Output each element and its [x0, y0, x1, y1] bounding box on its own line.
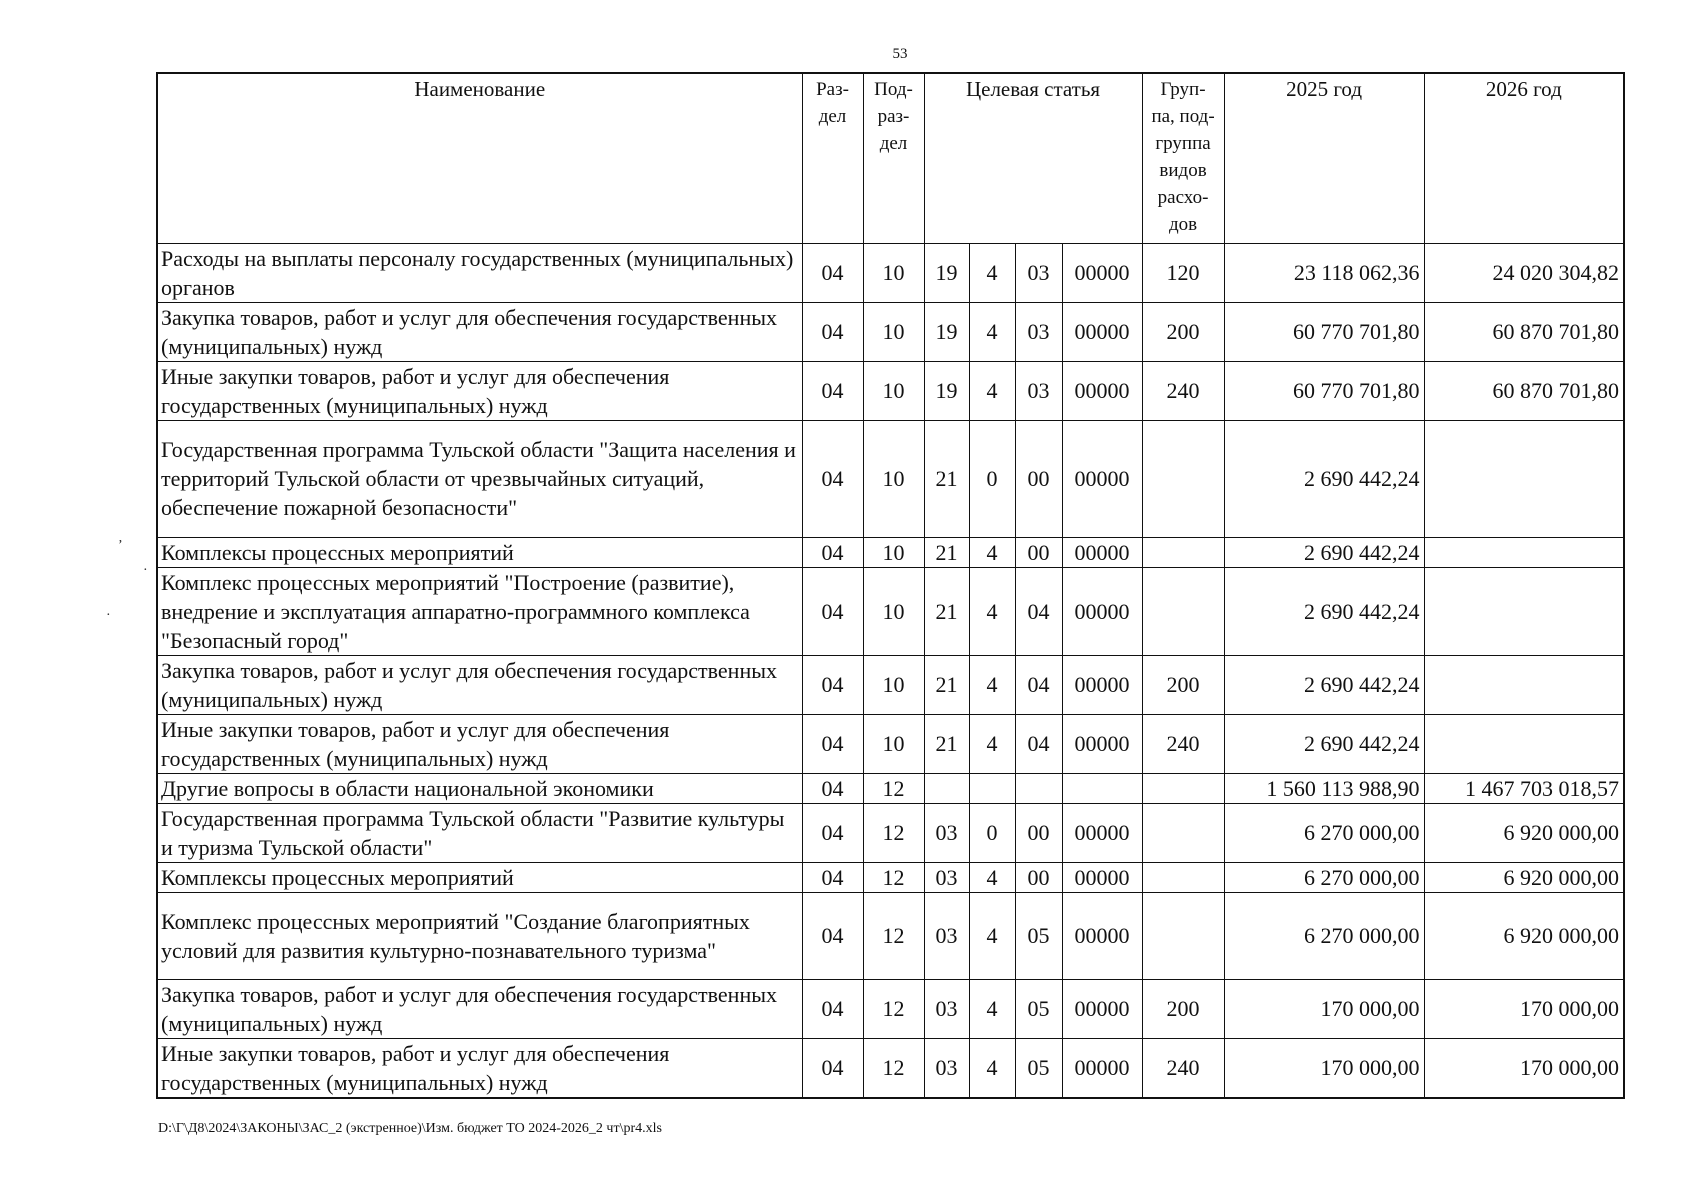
row-name: Комплексы процессных мероприятий: [157, 537, 802, 567]
row-target-event: 04: [1015, 655, 1062, 714]
row-target-program: 03: [924, 1038, 969, 1098]
row-target-event: 00: [1015, 862, 1062, 892]
row-section: 04: [802, 773, 863, 803]
row-target-program: 21: [924, 567, 969, 655]
row-subsection: 10: [863, 302, 924, 361]
row-section: 04: [802, 714, 863, 773]
row-expense-group: 200: [1142, 979, 1224, 1038]
row-target-direction: 00000: [1062, 714, 1142, 773]
row-expense-group: [1142, 773, 1224, 803]
budget-table: [156, 72, 1625, 1099]
row-target-direction: 00000: [1062, 979, 1142, 1038]
table-row: [157, 420, 1624, 537]
row-target-type: 4: [969, 361, 1015, 420]
row-subsection: 10: [863, 567, 924, 655]
row-section: 04: [802, 892, 863, 979]
row-section: 04: [802, 803, 863, 862]
row-amount-2026: 1 467 703 018,57: [1424, 773, 1624, 803]
row-target-type: 0: [969, 803, 1015, 862]
row-target-direction: 00000: [1062, 1038, 1142, 1098]
col-header-2026: 2026 год: [1424, 73, 1624, 243]
row-expense-group: [1142, 803, 1224, 862]
row-target-event: 00: [1015, 537, 1062, 567]
row-target-program: 21: [924, 714, 969, 773]
row-name: Расходы на выплаты персоналу государственных (муниципальных) органов: [157, 243, 802, 302]
row-target-program: 03: [924, 979, 969, 1038]
row-target-direction: [1062, 773, 1142, 803]
row-target-program: 19: [924, 302, 969, 361]
row-target-event: 05: [1015, 1038, 1062, 1098]
row-name: Закупка товаров, работ и услуг для обеспечения государственных (муниципальных) нужд: [157, 302, 802, 361]
row-amount-2026: 6 920 000,00: [1424, 862, 1624, 892]
row-name: Государственная программа Тульской области "Развитие культуры и туризма Тульской области": [157, 803, 802, 862]
row-amount-2026: 6 920 000,00: [1424, 892, 1624, 979]
row-target-program: [924, 773, 969, 803]
row-target-event: 05: [1015, 892, 1062, 979]
row-target-event: 00: [1015, 420, 1062, 537]
col-header-target-article: Целевая статья: [924, 73, 1142, 243]
col-header-section: Раз- дел: [802, 73, 863, 243]
col-header-2025: 2025 год: [1224, 73, 1424, 243]
row-amount-2026: 6 920 000,00: [1424, 803, 1624, 862]
row-target-type: [969, 773, 1015, 803]
row-target-type: 0: [969, 420, 1015, 537]
row-section: 04: [802, 862, 863, 892]
row-expense-group: [1142, 892, 1224, 979]
row-target-program: 03: [924, 803, 969, 862]
row-subsection: 12: [863, 979, 924, 1038]
row-expense-group: [1142, 862, 1224, 892]
row-amount-2025: 6 270 000,00: [1224, 862, 1424, 892]
row-name: Иные закупки товаров, работ и услуг для обеспечения государственных (муниципальных) нужд: [157, 714, 802, 773]
table-row: [157, 1038, 1624, 1098]
row-target-type: 4: [969, 979, 1015, 1038]
row-subsection: 12: [863, 1038, 924, 1098]
row-target-program: 21: [924, 655, 969, 714]
row-amount-2025: 60 770 701,80: [1224, 361, 1424, 420]
row-amount-2025: 170 000,00: [1224, 1038, 1424, 1098]
table-header-row: [157, 73, 1624, 243]
row-section: 04: [802, 537, 863, 567]
row-amount-2025: 2 690 442,24: [1224, 714, 1424, 773]
row-amount-2026: 170 000,00: [1424, 979, 1624, 1038]
scan-mark: ʼ: [118, 538, 123, 553]
scan-mark: ·: [143, 563, 148, 578]
row-subsection: 10: [863, 714, 924, 773]
row-amount-2026: [1424, 714, 1624, 773]
row-target-program: 03: [924, 892, 969, 979]
row-expense-group: [1142, 420, 1224, 537]
row-amount-2026: [1424, 655, 1624, 714]
row-section: 04: [802, 655, 863, 714]
row-target-type: 4: [969, 714, 1015, 773]
row-name: Закупка товаров, работ и услуг для обеспечения государственных (муниципальных) нужд: [157, 979, 802, 1038]
row-target-type: 4: [969, 537, 1015, 567]
row-name: Комплекс процессных мероприятий "Создание благоприятных условий для развития культурно-познавательного туризма": [157, 892, 802, 979]
row-target-program: 19: [924, 361, 969, 420]
row-target-type: 4: [969, 243, 1015, 302]
row-target-event: 03: [1015, 243, 1062, 302]
row-subsection: 10: [863, 243, 924, 302]
row-amount-2025: 6 270 000,00: [1224, 892, 1424, 979]
row-expense-group: 240: [1142, 714, 1224, 773]
row-target-direction: 00000: [1062, 892, 1142, 979]
row-target-direction: 00000: [1062, 537, 1142, 567]
row-target-direction: 00000: [1062, 567, 1142, 655]
row-amount-2025: 2 690 442,24: [1224, 537, 1424, 567]
row-amount-2025: 1 560 113 988,90: [1224, 773, 1424, 803]
row-target-event: 05: [1015, 979, 1062, 1038]
row-amount-2025: 6 270 000,00: [1224, 803, 1424, 862]
row-section: 04: [802, 302, 863, 361]
table-row: [157, 892, 1624, 979]
row-target-event: 03: [1015, 302, 1062, 361]
row-target-event: 04: [1015, 567, 1062, 655]
row-name: Государственная программа Тульской области "Защита населения и территорий Тульской области от чрезвычайных ситуаций, обеспечение пожарной безопасности": [157, 420, 802, 537]
row-subsection: 10: [863, 655, 924, 714]
table-row: [157, 302, 1624, 361]
row-target-type: 4: [969, 1038, 1015, 1098]
row-subsection: 10: [863, 537, 924, 567]
table-row: [157, 714, 1624, 773]
row-target-event: [1015, 773, 1062, 803]
row-target-type: 4: [969, 567, 1015, 655]
row-target-type: 4: [969, 862, 1015, 892]
table-row: [157, 773, 1624, 803]
table-row: [157, 862, 1624, 892]
row-target-direction: 00000: [1062, 862, 1142, 892]
row-target-direction: 00000: [1062, 420, 1142, 537]
table-row: [157, 361, 1624, 420]
row-amount-2025: 2 690 442,24: [1224, 567, 1424, 655]
row-name: Комплекс процессных мероприятий "Построение (развитие), внедрение и эксплуатация аппаратно-программного комплекса "Безопасный город": [157, 567, 802, 655]
row-target-program: 03: [924, 862, 969, 892]
row-section: 04: [802, 361, 863, 420]
table-row: [157, 537, 1624, 567]
row-amount-2025: 170 000,00: [1224, 979, 1424, 1038]
file-path-footer: D:\Г\Д8\2024\ЗАКОНЫ\ЗАС_2 (экстренное)\Изм. бюджет ТО 2024-2026_2 чт\pr4.xls: [158, 1121, 662, 1136]
row-name: Закупка товаров, работ и услуг для обеспечения государственных (муниципальных) нужд: [157, 655, 802, 714]
row-section: 04: [802, 243, 863, 302]
row-subsection: 10: [863, 420, 924, 537]
row-section: 04: [802, 1038, 863, 1098]
row-target-direction: 00000: [1062, 302, 1142, 361]
table-row: [157, 567, 1624, 655]
row-expense-group: 200: [1142, 302, 1224, 361]
row-expense-group: 120: [1142, 243, 1224, 302]
row-name: Иные закупки товаров, работ и услуг для обеспечения государственных (муниципальных) нужд: [157, 361, 802, 420]
row-amount-2026: 170 000,00: [1424, 1038, 1624, 1098]
row-subsection: 12: [863, 892, 924, 979]
row-target-program: 21: [924, 537, 969, 567]
row-expense-group: [1142, 567, 1224, 655]
row-amount-2025: 60 770 701,80: [1224, 302, 1424, 361]
table-row: [157, 243, 1624, 302]
row-amount-2026: 24 020 304,82: [1424, 243, 1624, 302]
row-subsection: 12: [863, 803, 924, 862]
row-target-program: 21: [924, 420, 969, 537]
page-number: 53: [892, 46, 908, 62]
row-name: Комплексы процессных мероприятий: [157, 862, 802, 892]
row-subsection: 12: [863, 773, 924, 803]
row-amount-2026: [1424, 537, 1624, 567]
row-expense-group: 200: [1142, 655, 1224, 714]
row-amount-2025: 2 690 442,24: [1224, 420, 1424, 537]
row-target-event: 04: [1015, 714, 1062, 773]
col-header-expense-group: Груп- па, под- группа видов расхо- дов: [1142, 73, 1224, 243]
row-amount-2026: [1424, 567, 1624, 655]
row-expense-group: 240: [1142, 361, 1224, 420]
row-amount-2026: 60 870 701,80: [1424, 302, 1624, 361]
col-header-name: Наименование: [157, 73, 802, 243]
row-section: 04: [802, 979, 863, 1038]
row-amount-2026: [1424, 420, 1624, 537]
row-target-direction: 00000: [1062, 655, 1142, 714]
row-amount-2025: 2 690 442,24: [1224, 655, 1424, 714]
row-section: 04: [802, 420, 863, 537]
row-section: 04: [802, 567, 863, 655]
table-row: [157, 979, 1624, 1038]
col-header-subsection: Под- раз- дел: [863, 73, 924, 243]
row-target-type: 4: [969, 302, 1015, 361]
row-target-direction: 00000: [1062, 361, 1142, 420]
table-row: [157, 803, 1624, 862]
row-subsection: 10: [863, 361, 924, 420]
row-amount-2025: 23 118 062,36: [1224, 243, 1424, 302]
row-target-event: 00: [1015, 803, 1062, 862]
row-target-direction: 00000: [1062, 803, 1142, 862]
table-row: [157, 655, 1624, 714]
row-name: Иные закупки товаров, работ и услуг для обеспечения государственных (муниципальных) нужд: [157, 1038, 802, 1098]
table-body: [157, 243, 1624, 1098]
row-subsection: 12: [863, 862, 924, 892]
row-amount-2026: 60 870 701,80: [1424, 361, 1624, 420]
row-target-type: 4: [969, 655, 1015, 714]
row-name: Другие вопросы в области национальной экономики: [157, 773, 802, 803]
row-target-program: 19: [924, 243, 969, 302]
row-expense-group: [1142, 537, 1224, 567]
row-target-type: 4: [969, 892, 1015, 979]
scan-mark: ·: [106, 608, 111, 623]
row-expense-group: 240: [1142, 1038, 1224, 1098]
row-target-event: 03: [1015, 361, 1062, 420]
row-target-direction: 00000: [1062, 243, 1142, 302]
